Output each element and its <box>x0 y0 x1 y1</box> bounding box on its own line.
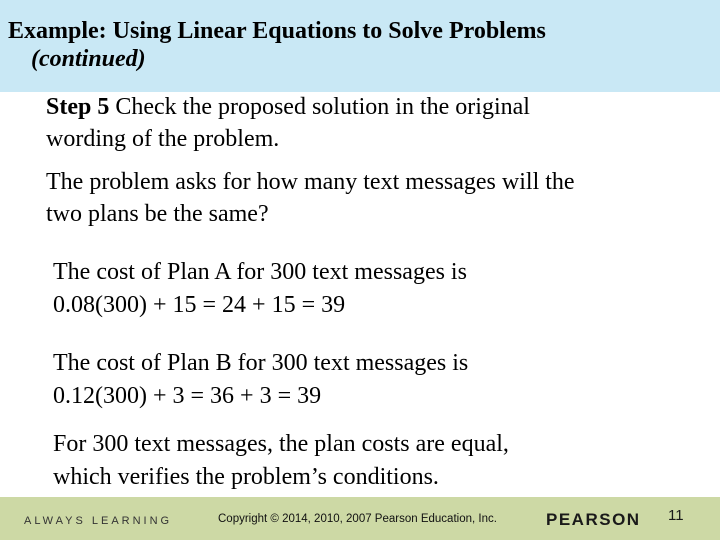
footer-tagline: ALWAYS LEARNING <box>24 515 173 527</box>
plan-b-line-1: The cost of Plan B for 300 text messages is <box>53 350 469 376</box>
conclusion-line-2: which verifies the problem’s conditions. <box>53 464 439 490</box>
copyright-text: Copyright © 2014, 2010, 2007 Pearson Education, Inc. <box>218 513 497 525</box>
step-text: Check the proposed solution in the original <box>109 94 530 120</box>
page-number: 11 <box>668 507 684 524</box>
plan-a-equation: 0.08(300) + 15 = 24 + 15 = 39 <box>53 292 346 318</box>
question-line-2: two plans be the same? <box>46 201 269 227</box>
slide-subtitle: (continued) <box>31 46 146 72</box>
pearson-logo: PEARSON <box>546 510 641 529</box>
plan-a-line-1: The cost of Plan A for 300 text messages is <box>53 259 467 285</box>
step-line <box>46 91 530 123</box>
step-text-continued: wording of the problem. <box>46 126 280 152</box>
conclusion-line-1: For 300 text messages, the plan costs are equal, <box>53 431 509 457</box>
plan-b-equation: 0.12(300) + 3 = 36 + 3 = 39 <box>53 383 322 409</box>
slide-title: Example: Using Linear Equations to Solve Problems <box>8 18 546 44</box>
question-line-1: The problem asks for how many text messages will the <box>46 169 575 195</box>
step-label: Step 5 <box>46 94 110 120</box>
